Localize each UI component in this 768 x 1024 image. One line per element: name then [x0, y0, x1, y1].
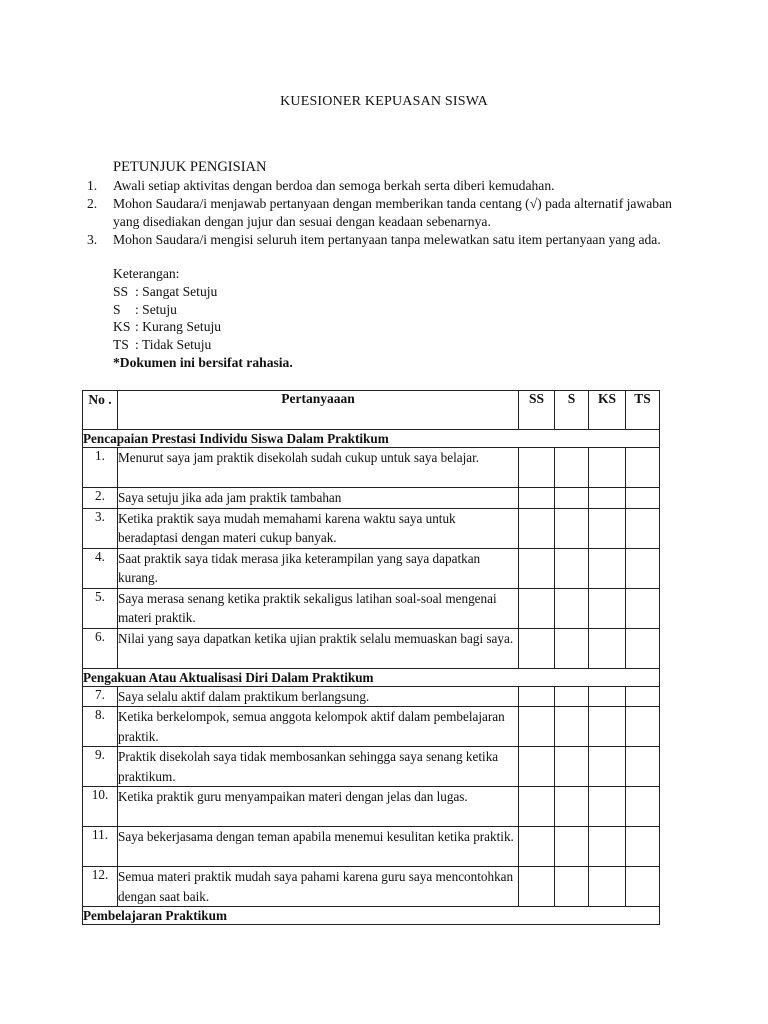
section-title: Pencapaian Prestasi Individu Siswa Dalam Praktikum: [83, 430, 660, 448]
section-title: Pembelajaran Praktikum: [83, 907, 660, 925]
answer-ts-cell[interactable]: [626, 448, 660, 488]
instructions-heading: PETUNJUK PENGISIAN: [113, 159, 267, 175]
answer-ts-cell[interactable]: [626, 686, 660, 707]
confidential-note: *Dokumen ini bersifat rahasia.: [113, 354, 293, 370]
answer-ks-cell[interactable]: [589, 867, 626, 907]
answer-ks-cell[interactable]: [589, 707, 626, 747]
legend-abbr: S: [113, 301, 121, 317]
row-number: 4.: [83, 548, 118, 588]
legend-abbr: SS: [113, 283, 129, 299]
answer-ts-cell[interactable]: [626, 628, 660, 668]
instruction-text: Mohon Saudara/i menjawab pertanyaan dengan memberikan tanda centang (√) pada alternatif jawaban yang disediakan dengan jujur dan sesuai dengan keadaan sebenarnya.: [113, 195, 672, 229]
legend-item: [113, 301, 293, 319]
answer-ss-cell[interactable]: [519, 867, 555, 907]
answer-ss-cell[interactable]: [519, 787, 555, 827]
legend-item: [113, 318, 293, 336]
row-number: 12.: [83, 867, 118, 907]
questionnaire-table: [82, 390, 660, 925]
answer-ss-cell[interactable]: [519, 488, 555, 509]
row-number: 1.: [83, 448, 118, 488]
answer-ss-cell[interactable]: [519, 827, 555, 867]
answer-ts-cell[interactable]: [626, 867, 660, 907]
table-row: [83, 548, 660, 588]
row-number: 3.: [83, 508, 118, 548]
row-number: 2.: [83, 488, 118, 509]
header-question: Pertanyaaan: [118, 391, 519, 430]
answer-ss-cell[interactable]: [519, 686, 555, 707]
legend-title: Keterangan:: [113, 266, 180, 281]
question-text: Saya merasa senang ketika praktik sekaligus latihan soal-soal mengenai materi praktik.: [118, 588, 519, 628]
legend-desc: : Setuju: [135, 301, 177, 317]
answer-ts-cell[interactable]: [626, 508, 660, 548]
answer-ts-cell[interactable]: [626, 827, 660, 867]
instruction-number: 3.: [87, 231, 98, 247]
question-text: Saya setuju jika ada jam praktik tambahan: [118, 488, 519, 509]
question-text: Semua materi praktik mudah saya pahami karena guru saya mencontohkan dengan saat baik.: [118, 867, 519, 907]
answer-ks-cell[interactable]: [589, 747, 626, 787]
legend-abbr: TS: [113, 337, 129, 353]
instruction-item: [87, 231, 677, 249]
answer-s-cell[interactable]: [555, 488, 589, 509]
instruction-text: Awali setiap aktivitas dengan berdoa dan semoga berkah serta diberi kemudahan.: [113, 178, 555, 193]
instruction-item: [87, 195, 677, 231]
legend-desc: : Tidak Setuju: [135, 337, 212, 353]
row-number: 6.: [83, 628, 118, 668]
answer-ss-cell[interactable]: [519, 628, 555, 668]
question-text: Ketika berkelompok, semua anggota kelompok aktif dalam pembelajaran praktik.: [118, 707, 519, 747]
answer-ss-cell[interactable]: [519, 548, 555, 588]
table-row: [83, 787, 660, 827]
question-text: Ketika praktik guru menyampaikan materi dengan jelas dan lugas.: [118, 787, 519, 827]
answer-ss-cell[interactable]: [519, 508, 555, 548]
instruction-text: Mohon Saudara/i mengisi seluruh item pertanyaan tanpa melewatkan satu item pertanyaan yang ada.: [113, 231, 661, 247]
answer-s-cell[interactable]: [555, 707, 589, 747]
answer-ks-cell[interactable]: [589, 628, 626, 668]
answer-s-cell[interactable]: [555, 686, 589, 707]
question-text: Saya selalu aktif dalam praktikum berlangsung.: [118, 686, 519, 707]
header-s: S: [555, 391, 589, 430]
table-row: [83, 448, 660, 488]
table-row: [83, 686, 660, 707]
header-ss: SS: [519, 391, 555, 430]
answer-s-cell[interactable]: [555, 448, 589, 488]
answer-s-cell[interactable]: [555, 548, 589, 588]
answer-ss-cell[interactable]: [519, 448, 555, 488]
answer-ks-cell[interactable]: [589, 548, 626, 588]
answer-ks-cell[interactable]: [589, 787, 626, 827]
row-number: 7.: [83, 686, 118, 707]
table-row: [83, 508, 660, 548]
table-row: [83, 488, 660, 509]
answer-ss-cell[interactable]: [519, 747, 555, 787]
instruction-number: 1.: [87, 178, 98, 193]
answer-ts-cell[interactable]: [626, 747, 660, 787]
section-title: Pengakuan Atau Aktualisasi Diri Dalam Praktikum: [83, 668, 660, 686]
row-number: 9.: [83, 747, 118, 787]
answer-s-cell[interactable]: [555, 508, 589, 548]
table-row: [83, 588, 660, 628]
answer-ss-cell[interactable]: [519, 707, 555, 747]
answer-s-cell[interactable]: [555, 747, 589, 787]
row-number: 10.: [83, 787, 118, 827]
legend-item: [113, 336, 293, 354]
table-row: [83, 707, 660, 747]
instruction-item: [87, 177, 677, 195]
question-text: Menurut saya jam praktik disekolah sudah cukup untuk saya belajar.: [118, 448, 519, 488]
instruction-number: 2.: [87, 195, 98, 211]
answer-ks-cell[interactable]: [589, 588, 626, 628]
header-no: No .: [83, 391, 118, 430]
answer-s-cell[interactable]: [555, 628, 589, 668]
question-text: Praktik disekolah saya tidak membosankan sehingga saya senang ketika praktikum.: [118, 747, 519, 787]
legend: [113, 265, 293, 372]
table-row: [83, 827, 660, 867]
question-text: Ketika praktik saya mudah memahami karena waktu saya untuk beradaptasi dengan materi cukup banyak.: [118, 508, 519, 548]
question-text: Nilai yang saya dapatkan ketika ujian praktik selalu memuaskan bagi saya.: [118, 628, 519, 668]
header-ts: TS: [626, 391, 660, 430]
answer-s-cell[interactable]: [555, 787, 589, 827]
answer-ks-cell[interactable]: [589, 686, 626, 707]
row-number: 8.: [83, 707, 118, 747]
answer-ts-cell[interactable]: [626, 707, 660, 747]
answer-ts-cell[interactable]: [626, 787, 660, 827]
instructions-list: [87, 177, 677, 249]
header-ks: KS: [589, 391, 626, 430]
answer-ks-cell[interactable]: [589, 488, 626, 509]
table-row: [83, 867, 660, 907]
question-text: Saya bekerjasama dengan teman apabila menemui kesulitan ketika praktik.: [118, 827, 519, 867]
table-row: [83, 628, 660, 668]
answer-ks-cell[interactable]: [589, 508, 626, 548]
answer-ts-cell[interactable]: [626, 548, 660, 588]
answer-ss-cell[interactable]: [519, 588, 555, 628]
answer-s-cell[interactable]: [555, 867, 589, 907]
legend-item: [113, 283, 293, 301]
answer-s-cell[interactable]: [555, 827, 589, 867]
question-text: Saat praktik saya tidak merasa jika keterampilan yang saya dapatkan kurang.: [118, 548, 519, 588]
legend-desc: : Sangat Setuju: [135, 283, 218, 299]
answer-ts-cell[interactable]: [626, 588, 660, 628]
answer-ks-cell[interactable]: [589, 448, 626, 488]
row-number: 5.: [83, 588, 118, 628]
legend-desc: : Kurang Setuju: [135, 319, 222, 335]
table-row: [83, 747, 660, 787]
row-number: 11.: [83, 827, 118, 867]
legend-abbr: KS: [113, 319, 131, 335]
answer-s-cell[interactable]: [555, 588, 589, 628]
page-title: KUESIONER KEPUASAN SISWA: [280, 94, 488, 109]
answer-ts-cell[interactable]: [626, 488, 660, 509]
answer-ks-cell[interactable]: [589, 827, 626, 867]
